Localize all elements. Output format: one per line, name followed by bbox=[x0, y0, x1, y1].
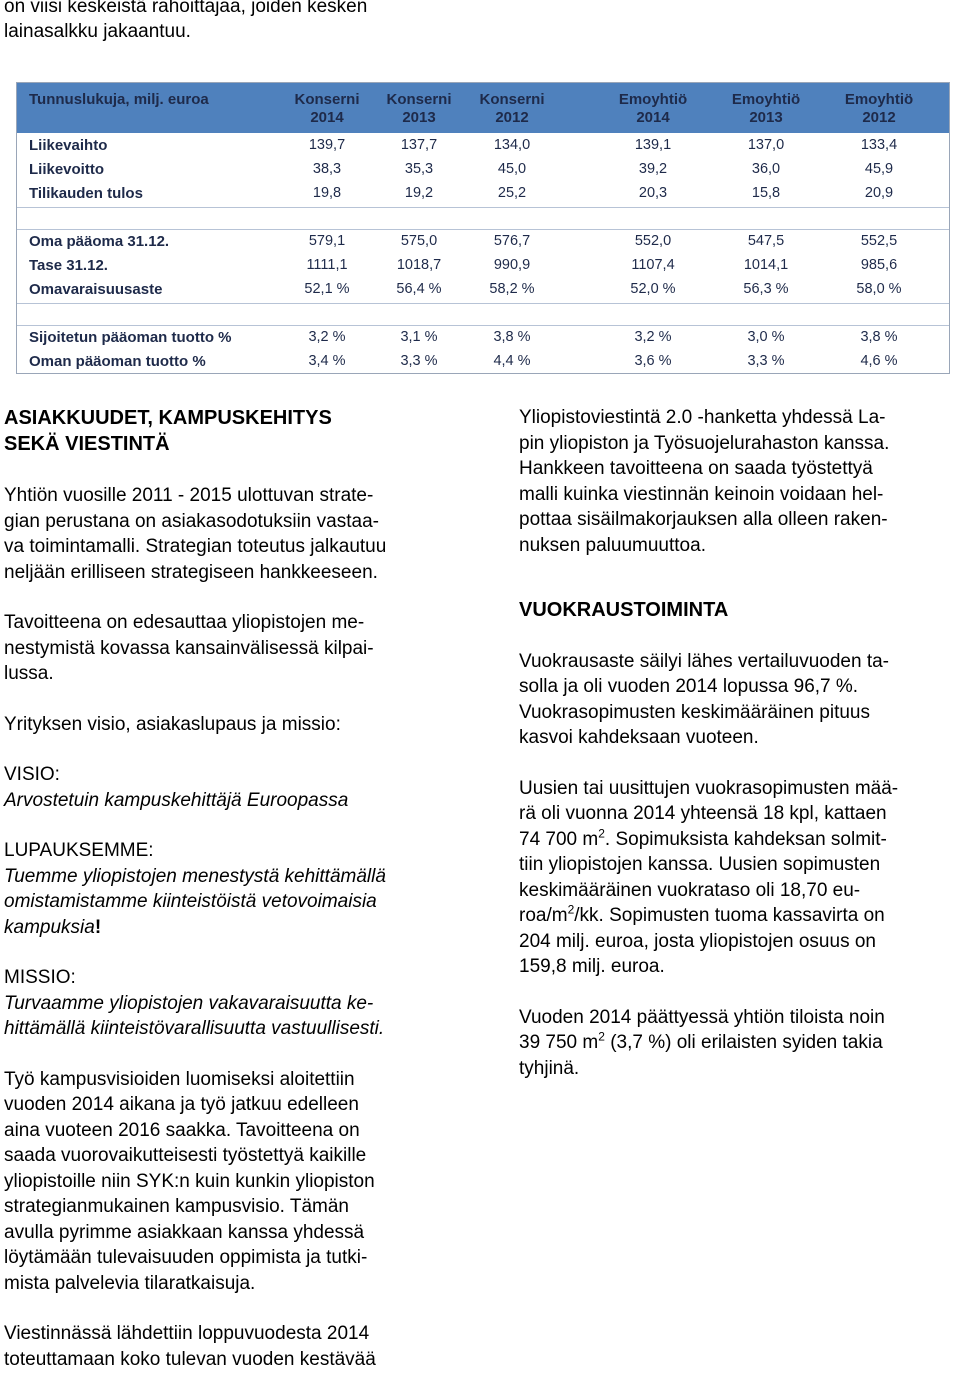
table-cell: 575,0 bbox=[400, 233, 438, 249]
table-header-label: Tunnuslukuja, milj. euroa bbox=[29, 91, 209, 108]
table-cell: 52,1 % bbox=[304, 281, 350, 297]
column-header: Emoyhtiö 2012 bbox=[844, 91, 914, 126]
row-divider bbox=[17, 325, 949, 326]
column-header: Konserni 2013 bbox=[386, 91, 452, 126]
table-cell: 38,3 bbox=[312, 161, 342, 177]
column-header: Emoyhtiö 2013 bbox=[731, 91, 801, 126]
text-line: lainasalkku jakaantuu. bbox=[4, 21, 191, 42]
table-cell: 990,9 bbox=[493, 257, 531, 273]
row-label: Oma pääoma 31.12. bbox=[29, 233, 170, 250]
row-divider bbox=[17, 303, 949, 304]
left-column bbox=[4, 405, 474, 1372]
row-divider bbox=[17, 229, 949, 230]
table-cell: 134,0 bbox=[493, 137, 531, 153]
table-cell: 19,2 bbox=[404, 185, 434, 201]
paragraph: Vuoden 2014 päättyessä yhtiön tiloista noin 39 750 $m^2$ (3,7 %) oli erilaisten syiden takia tyhjinä. bbox=[519, 1006, 885, 1079]
table-cell: 1107,4 bbox=[631, 257, 675, 273]
paragraph: Viestinnässä lähdettiin loppuvuodesta 2014 toteuttamaan koko tulevan vuoden kestävää bbox=[4, 1323, 376, 1370]
paragraph: Yhtiön vuosille 2011 - 2015 ulottuvan strate- gian perustana on asiakasodotuksiin vastaa- va toimintamalli. Strategian toteutus jalkautuu neljään erilliseen strategiseen hankkeeseen. bbox=[4, 485, 387, 583]
table-cell: 576,7 bbox=[493, 233, 531, 249]
table-cell: 579,1 bbox=[308, 233, 346, 249]
right-column bbox=[519, 405, 959, 1081]
paragraph: Yliopistoviestintä 2.0 -hanketta yhdessä La- pin yliopiston ja Työsuojelurahaston kanssa. Hankkeen tavoitteena on saada työstettyä malli kuinka viestinnän keinoin voidaan hel- pottaa sisäilmakorjauksen alla olleen raken- nuksen paluumuuttoa. bbox=[519, 407, 890, 556]
table-cell: 3,8 % bbox=[860, 329, 898, 345]
table-cell: 56,3 % bbox=[743, 281, 789, 297]
table-cell: 552,0 bbox=[634, 233, 672, 249]
table-cell: 3,3 % bbox=[747, 353, 785, 369]
text-line: on viisi keskeistä rahoittajaa, joiden kesken bbox=[4, 0, 368, 17]
table-cell: 56,4 % bbox=[396, 281, 442, 297]
paragraph: Vuokrausaste säilyi lähes vertailuvuoden ta- solla ja oli vuoden 2014 lopussa 96,7 %. Vuokrasopimusten keskimääräinen pituus kasvoi kahdeksaan vuoteen. bbox=[519, 650, 889, 748]
table-cell: 3,2 % bbox=[634, 329, 672, 345]
table-cell: 139,7 bbox=[308, 137, 346, 153]
table-cell: 52,0 % bbox=[630, 281, 676, 297]
row-label: Tilikauden tulos bbox=[29, 185, 143, 202]
table-cell: 20,9 bbox=[864, 185, 894, 201]
table-cell: 985,6 bbox=[860, 257, 898, 273]
table-cell: 35,3 bbox=[404, 161, 434, 177]
table-cell: 3,6 % bbox=[634, 353, 672, 369]
table-cell: 45,0 bbox=[497, 161, 527, 177]
mission-block: MISSIO: Turvaamme yliopistojen vakavaraisuutta ke- hittämällä kiinteistövarallisuutta vastuullisesti. bbox=[4, 967, 385, 1039]
table-cell: 1014,1 bbox=[743, 257, 789, 273]
row-divider bbox=[17, 207, 949, 208]
table-cell: 36,0 bbox=[751, 161, 781, 177]
table-cell: 1018,7 bbox=[396, 257, 442, 273]
row-label: Omavaraisuusaste bbox=[29, 281, 163, 298]
paragraph: Tavoitteena on edesauttaa yliopistojen me- nestymistä kovassa kansainvälisessä kilpai- lussa. bbox=[4, 612, 374, 684]
row-label: Liikevaihto bbox=[29, 137, 108, 154]
column-header: Konserni 2014 bbox=[294, 91, 360, 126]
column-header: Emoyhtiö 2014 bbox=[618, 91, 688, 126]
table-cell: 547,5 bbox=[747, 233, 785, 249]
table-cell: 58,2 % bbox=[489, 281, 535, 297]
visio-block: VISIO: Arvostetuin kampuskehittäjä Euroopassa bbox=[4, 764, 349, 811]
table-cell: 3,8 % bbox=[493, 329, 531, 345]
row-label: Liikevoitto bbox=[29, 161, 105, 178]
row-label: Sijoitetun pääoman tuotto % bbox=[29, 329, 232, 346]
table-cell: 15,8 bbox=[751, 185, 781, 201]
table-cell: 137,7 bbox=[400, 137, 438, 153]
table-cell: 1111,1 bbox=[306, 257, 348, 273]
paragraph: Uusien tai uusittujen vuokrasopimusten mää- rä oli vuonna 2014 yhteensä 18 kpl, kattaen 74 700 $m^2$. Sopimuksista kahdeksan solmit- tiin yliopistojen kanssa. Uusien sopimusten keskimääräinen vuokrataso oli 18,70 eu- roa/$m^2/kk$. Sopimusten tuoma kassavirta on 204 milj. euroa, josta yliopistojen osuus on 159,8 milj. euroa. bbox=[519, 777, 899, 977]
row-label: Tase 31.12. bbox=[29, 257, 108, 274]
table-cell: 20,3 bbox=[638, 185, 668, 201]
table-cell: 4,6 % bbox=[860, 353, 898, 369]
table-cell: 3,0 % bbox=[747, 329, 785, 345]
table-cell: 3,3 % bbox=[400, 353, 438, 369]
table-cell: 552,5 bbox=[860, 233, 898, 249]
table-cell: 139,1 bbox=[634, 137, 672, 153]
column-header: Konserni 2012 bbox=[479, 91, 545, 126]
section-heading: VUOKRAUSTOIMINTA bbox=[519, 599, 729, 621]
table-cell: 3,1 % bbox=[400, 329, 438, 345]
table-cell: 4,4 % bbox=[493, 353, 531, 369]
table-cell: 45,9 bbox=[864, 161, 894, 177]
table-cell: 58,0 % bbox=[856, 281, 902, 297]
table-cell: 3,2 % bbox=[308, 329, 346, 345]
table-cell: 19,8 bbox=[312, 185, 342, 201]
intro-text bbox=[4, 0, 464, 44]
table-cell: 25,2 bbox=[497, 185, 527, 201]
table-cell: 39,2 bbox=[638, 161, 668, 177]
table-cell: 137,0 bbox=[747, 137, 785, 153]
table-cell: 133,4 bbox=[860, 137, 898, 153]
table-cell: 3,4 % bbox=[308, 353, 346, 369]
promise-block: LUPAUKSEMME: Tuemme yliopistojen menestystä kehittämällä omistamistamme kiinteistöistä vetovoimaisia kampuksia! bbox=[4, 840, 386, 938]
key-figures-table bbox=[16, 82, 950, 374]
paragraph: Yrityksen visio, asiakaslupaus ja missio: bbox=[4, 713, 341, 735]
paragraph: Työ kampusvisioiden luomiseksi aloitettiin vuoden 2014 aikana ja työ jatkuu edelleen aina vuoteen 2016 saakka. Tavoitteena on saada vuorovaikutteisesti työstettyä kaikille yliopistoille niin SYK:n kuin kunkin yliopiston strategianmukainen kampusvisio. Tämän avulla pyrimme asiakkaan kanssa yhdessä löytämään tulevaisuuden oppimista ja tutki- mista palvelevia tilaratkaisuja. bbox=[4, 1068, 375, 1294]
section-heading: ASIAKKUUDET, KAMPUSKEHITYS SEKÄ VIESTINTÄ bbox=[4, 407, 332, 455]
row-label: Oman pääoman tuotto % bbox=[29, 353, 206, 370]
